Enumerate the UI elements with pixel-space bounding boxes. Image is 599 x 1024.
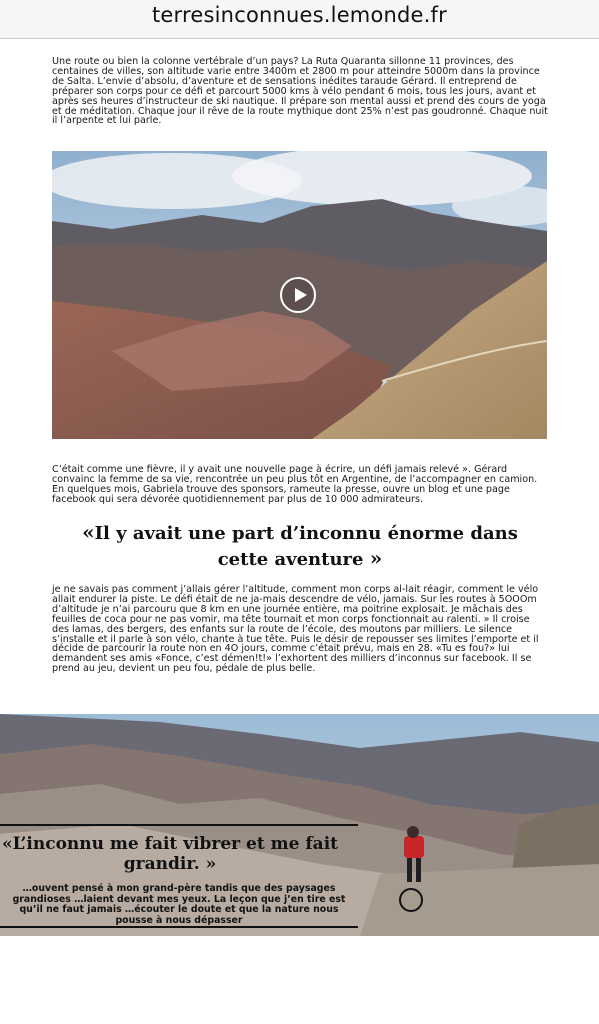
- quote-close-mark: »: [205, 854, 217, 874]
- browser-address-bar[interactable]: [0, 0, 599, 39]
- divider: [0, 926, 358, 928]
- article-paragraph-2: C’était comme une fièvre, il y avait une nouvelle page à écrire, un défi jamais relevé ». Gérard convainc la femme de sa vie, rencontrée un peu plus tôt en Argentine, de l’accompagner en camion. En quelques mois, Gabriela trouve des sponsors, rameute la presse, ouvre un blog et une page facebook qui sera dévorée quotidiennement par plus de 10 000 admirateurs.: [52, 464, 538, 505]
- banner-quote: [0, 834, 340, 874]
- divider: [0, 824, 358, 826]
- quote-close-mark: »: [369, 546, 383, 570]
- banner-quote-overlay: [0, 824, 358, 928]
- play-icon: [295, 288, 307, 302]
- quote-open-mark: «: [82, 520, 95, 544]
- article-paragraph-3: je ne savais pas comment j’allais gérer l’altitude, comment mon corps al-lait réagir, comment le vélo allait endurer la piste. Le défi était de ne ja-mais descendre de vélo, jamais. Sur les routes à 5OOOm d’altitude je n’ai parcouru que 8 km en une journée entière, ma poitrine explosait. Je mâchais des feuilles de coca pour ne pas vomir, ma tête tournait et mon corps fonctionnait au ralenti. » Il croise des lamas, des bergers, des enfants sur la route de l’école, des moutons par milliers. Le silence s’installe et il parle à son vélo, chante à tue tête. Puis le désir de repousser ses limites l’emporte et il décide de parcourir la route non en 4O jours, comme c’était prévu, mais en 28. «Tu es fou?» lui demandent ses amis «Fonce, c’est démen!t!» l’exhortent des milliers d’inconnus sur facebook. Il se prend au jeu, devient un peu fou, pédale de plus belle.: [52, 584, 539, 675]
- pull-quote-text: Il y avait une part d’inconnu énorme dans cette aventure: [94, 523, 518, 570]
- play-button[interactable]: [280, 277, 316, 313]
- pull-quote: [70, 520, 530, 572]
- url-text[interactable]: terresinconnues.lemonde.fr: [152, 3, 447, 27]
- cyclist-banner: [0, 714, 599, 936]
- banner-quote-text: L’inconnu me fait vibrer et me fait grandir.: [12, 834, 339, 874]
- quote-open-mark: «: [1, 834, 13, 854]
- banner-caption: …ouvent pensé à mon grand-père tandis que des paysages grandioses …laient devant mes yeux. La leçon que j’en tire est qu’il ne faut jamais …écouter le doute et que la nature nous pousse à nous dépasser: [12, 883, 346, 926]
- article-intro-paragraph: Une route ou bien la colonne vertébrale d’un pays? La Ruta Quaranta sillonne 11 provinces, des centaines de villes, son altitude varie entre 3400m et 2800 m pour atteindre 5000m dans la province de Salta. L’envie d’absolu, d’aventure et de sensations inédites taraude Gérard. Il entreprend de préparer son corps pour ce défi et parcourt 5000 kms à vélo pendant 6 mois, tous les jours, avant et après ses heures d’instructeur de ski nautique. Il prépare son mental aussi et prend des cours de yoga et de méditation. Chaque jour il rêve de la route mythique dont 25% n’est pas goudronné. Chaque nuit il l’arpente et lui parle.: [52, 56, 548, 127]
